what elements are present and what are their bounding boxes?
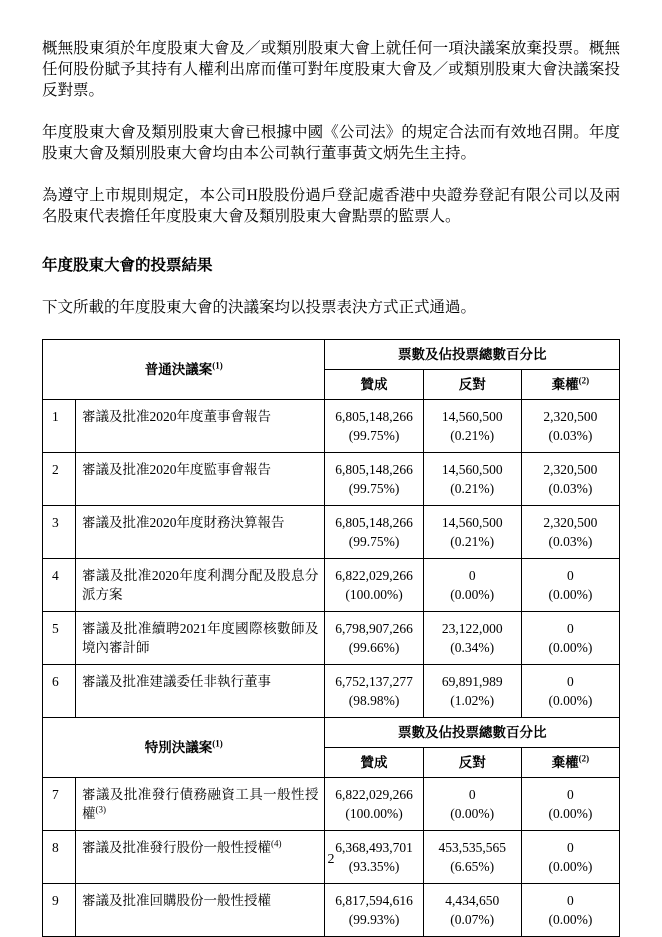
- resolution-text-label: 審議及批准發行債務融資工具一般性授權: [82, 787, 319, 821]
- vote-pct: (98.98%): [348, 693, 400, 708]
- resolution-text: [76, 884, 325, 937]
- vote-count: 23,122,000: [441, 621, 503, 636]
- resolution-number: 6: [43, 665, 76, 718]
- resolution-text: [76, 612, 325, 665]
- special-resolutions-label: 特別決議案: [144, 740, 213, 755]
- vote-pct: (0.34%): [450, 640, 495, 655]
- vote-pct: (0.00%): [548, 587, 593, 602]
- resolution-text: [76, 665, 325, 718]
- vote-count: 0: [567, 621, 574, 636]
- vote-pct: (0.21%): [450, 428, 495, 443]
- vote-pct: (6.65%): [450, 859, 495, 874]
- vote-count: 6,805,148,266: [335, 515, 413, 530]
- table-header-special: [43, 718, 620, 748]
- resolution-text: [76, 506, 325, 559]
- vote-count: 6,805,148,266: [335, 409, 413, 424]
- table-row: [43, 612, 620, 665]
- note-ref: (2): [578, 753, 590, 764]
- vote-pct: (99.75%): [348, 481, 400, 496]
- vote-count: 14,560,500: [441, 409, 503, 424]
- paragraph-convening-statement: 年度股東大會及類別股東大會已根據中國《公司法》的規定合法而有效地召開。年度股東大會及類別股東大會均由本公司執行董事黃文炳先生主持。: [42, 124, 620, 162]
- vote-pct: (0.00%): [548, 912, 593, 927]
- resolution-number: 8: [43, 831, 76, 884]
- vote-count: 453,535,565: [438, 840, 506, 855]
- vote-pct: (0.03%): [548, 534, 593, 549]
- column-header-against: 反對: [423, 370, 521, 400]
- resolution-text: [76, 400, 325, 453]
- vote-count: 2,320,500: [543, 409, 598, 424]
- vote-pct: (0.00%): [450, 806, 495, 821]
- ordinary-resolutions-header: [43, 340, 325, 400]
- votes-for-cell: [325, 559, 423, 612]
- vote-count: 6,822,029,266: [335, 568, 413, 583]
- vote-count: 0: [567, 840, 574, 855]
- votes-against-cell: [423, 506, 521, 559]
- resolution-number: 5: [43, 612, 76, 665]
- resolution-number: 2: [43, 453, 76, 506]
- resolution-text: [76, 453, 325, 506]
- votes-for-cell: [325, 884, 423, 937]
- vote-pct: (0.00%): [548, 806, 593, 821]
- votes-percentage-header: 票數及佔投票總數百分比: [325, 340, 620, 370]
- paragraph-abstain-statement: 概無股東須於年度股東大會及／或類別股東大會上就任何一項決議案放棄投票。概無任何股份賦予其持有人權利出席而僅可對年度股東大會及／或類別股東大會決議案投反對票。: [42, 40, 620, 99]
- resolution-text: [76, 778, 325, 831]
- table-row: [43, 453, 620, 506]
- votes-against-cell: [423, 884, 521, 937]
- resolution-number: 9: [43, 884, 76, 937]
- votes-for-cell: [325, 778, 423, 831]
- note-ref: (4): [271, 838, 282, 849]
- note-ref: (1): [212, 360, 223, 371]
- vote-pct: (0.21%): [450, 481, 495, 496]
- votes-for-cell: [325, 453, 423, 506]
- vote-pct: (0.00%): [548, 859, 593, 874]
- vote-count: 14,560,500: [441, 515, 503, 530]
- table-row: [43, 778, 620, 831]
- votes-for-cell: [325, 400, 423, 453]
- vote-count: 0: [567, 674, 574, 689]
- vote-pct: (99.93%): [348, 912, 400, 927]
- votes-against-cell: [423, 612, 521, 665]
- votes-against-cell: [423, 400, 521, 453]
- vote-count: 2,320,500: [543, 462, 598, 477]
- votes-abstain-cell: [521, 506, 619, 559]
- abstain-label: 棄權: [551, 755, 579, 770]
- vote-count: 0: [567, 568, 574, 583]
- votes-percentage-header: 票數及佔投票總數百分比: [325, 718, 620, 748]
- vote-count: 6,368,493,701: [335, 840, 413, 855]
- vote-count: 0: [567, 893, 574, 908]
- resolution-text-label: 審議及批准2020年度利潤分配及股息分派方案: [82, 568, 319, 602]
- special-resolutions-header: [43, 718, 325, 778]
- vote-count: 69,891,989: [441, 674, 503, 689]
- votes-abstain-cell: [521, 612, 619, 665]
- table-header-ordinary: [43, 340, 620, 370]
- note-ref: (1): [212, 738, 223, 749]
- vote-pct: (0.07%): [450, 912, 495, 927]
- abstain-label: 棄權: [551, 377, 579, 392]
- resolution-number: 7: [43, 778, 76, 831]
- votes-against-cell: [423, 559, 521, 612]
- vote-pct: (99.75%): [348, 428, 400, 443]
- vote-pct: (99.75%): [348, 534, 400, 549]
- votes-for-cell: [325, 665, 423, 718]
- vote-pct: (99.66%): [348, 640, 400, 655]
- votes-against-cell: [423, 778, 521, 831]
- vote-pct: (100.00%): [345, 806, 403, 821]
- vote-count: 14,560,500: [441, 462, 503, 477]
- vote-pct: (0.00%): [548, 693, 593, 708]
- vote-pct: (1.02%): [450, 693, 495, 708]
- resolution-text-label: 審議及批准建議委任非執行董事: [82, 674, 272, 689]
- vote-count: 6,822,029,266: [335, 787, 413, 802]
- paragraph-scrutineer-statement: 為遵守上市規則規定，本公司H股股份過戶登記處香港中央證券登記有限公司以及兩名股東代表擔任年度股東大會及類別股東大會點票的監票人。: [42, 187, 620, 225]
- ordinary-resolutions-label: 普通決議案: [144, 362, 213, 377]
- resolution-text: [76, 559, 325, 612]
- vote-pct: (0.03%): [548, 481, 593, 496]
- vote-count: 2,320,500: [543, 515, 598, 530]
- votes-abstain-cell: [521, 453, 619, 506]
- votes-for-cell: [325, 612, 423, 665]
- paragraph-poll-intro: 下文所載的年度股東大會的決議案均以投票表決方式正式通過。: [42, 299, 477, 316]
- votes-abstain-cell: [521, 778, 619, 831]
- vote-count: 4,434,650: [445, 893, 500, 908]
- table-row: [43, 884, 620, 937]
- vote-count: 6,752,137,277: [335, 674, 413, 689]
- note-ref: (2): [578, 375, 590, 386]
- vote-pct: (0.21%): [450, 534, 495, 549]
- votes-abstain-cell: [521, 665, 619, 718]
- table-row: [43, 506, 620, 559]
- vote-pct: (0.00%): [450, 587, 495, 602]
- votes-abstain-cell: [521, 400, 619, 453]
- table-row: [43, 559, 620, 612]
- vote-count: 6,798,907,266: [335, 621, 413, 636]
- resolution-text-label: 審議及批准2020年度財務決算報告: [82, 515, 285, 530]
- column-header-abstain: [521, 748, 619, 778]
- vote-count: 0: [468, 568, 476, 583]
- resolution-number: 3: [43, 506, 76, 559]
- column-header-for: 贊成: [325, 370, 423, 400]
- votes-against-cell: [423, 453, 521, 506]
- vote-count: 0: [567, 787, 574, 802]
- resolution-number: 4: [43, 559, 76, 612]
- resolution-text-label: 審議及批准2020年度監事會報告: [82, 462, 272, 477]
- resolution-text-label: 審議及批准回購股份一般性授權: [82, 893, 272, 908]
- resolution-text-label: 審議及批准2020年度董事會報告: [82, 409, 272, 424]
- column-header-for: 贊成: [325, 748, 423, 778]
- section-heading: 年度股東大會的投票結果: [42, 257, 213, 274]
- vote-pct: (93.35%): [348, 859, 400, 874]
- table-row: [43, 400, 620, 453]
- column-header-abstain: [521, 370, 619, 400]
- votes-abstain-cell: [521, 559, 619, 612]
- voting-results-table: [42, 339, 620, 937]
- page-number: 2: [327, 852, 335, 867]
- votes-for-cell: [325, 506, 423, 559]
- vote-pct: (0.03%): [548, 428, 593, 443]
- vote-count: 6,817,594,616: [335, 893, 413, 908]
- votes-abstain-cell: [521, 884, 619, 937]
- vote-count: 6,805,148,266: [335, 462, 413, 477]
- table-row: [43, 665, 620, 718]
- note-ref: (3): [95, 804, 107, 815]
- resolution-text-label: 審議及批准續聘2021年度國際核數師及境內審計師: [82, 621, 319, 655]
- votes-against-cell: [423, 665, 521, 718]
- vote-pct: (0.00%): [548, 640, 593, 655]
- column-header-against: 反對: [423, 748, 521, 778]
- resolution-number: 1: [43, 400, 76, 453]
- vote-count: 0: [468, 787, 476, 802]
- resolution-text-label: 審議及批准發行股份一般性授權: [82, 840, 272, 855]
- vote-pct: (100.00%): [345, 587, 403, 602]
